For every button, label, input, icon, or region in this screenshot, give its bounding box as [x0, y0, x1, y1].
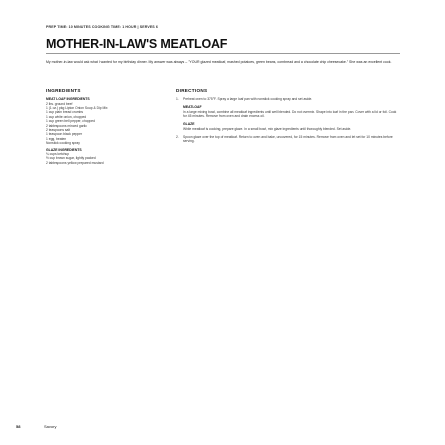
direction-step [176, 97, 400, 101]
directions-column [176, 88, 400, 147]
recipe-intro: My mother-in-law would ask what I wanted for my birthday dinner. My answer was always – "YOUR glazed meatloaf, mashed potatoes, green beans, cornbread and a chocolate chip cheesecake." She was an excellent cook. [46, 60, 392, 64]
ingredient-item: ¾ cups ketchup [46, 152, 70, 157]
step-text: Preheat oven to 375°F. Spray a large loaf pan with nonstick cooking spray and set aside. [183, 97, 313, 101]
ingredient-item: 2 lbs. ground beef [46, 101, 73, 106]
ingredient-item: 2 teaspoons salt [46, 127, 71, 132]
step-subhead: MEATLOAF [183, 104, 202, 109]
step-text: While meatloaf is cooking, prepare glaze. In a small bowl, mix glaze ingredients until thoroughly blended. Set aside. [183, 127, 352, 132]
ingredient-group-meatloaf [46, 97, 166, 146]
ingredient-item: 1 (1 oz.) pkg Lipton Onion Soup & Dip Mix [46, 105, 108, 110]
step-text: Spoon glaze over the top of meatloaf. Return to oven and bake, uncovered, for 15 minutes. Remove from oven and let set for 10 minutes before serving. [183, 134, 393, 144]
ingredient-group-label: MEAT LOAF INGREDIENTS [46, 97, 90, 101]
ingredient-item: 1 egg, beaten [46, 136, 67, 141]
step-number: 1. [176, 97, 179, 101]
ingredient-item: 1 cup white onion, chopped [46, 114, 87, 119]
ingredient-item: 2 tablespoons minced garlic [46, 123, 87, 128]
ingredient-item: 1 cup green bell pepper, chopped [46, 119, 95, 124]
recipe-title: MOTHER-IN-LAW'S MEATLOAF [46, 37, 228, 51]
step-number: 2. [176, 134, 179, 139]
ingredient-group-label: GLAZE INGREDIENTS [46, 147, 82, 152]
step-text: In a large mixing bowl, combine all meatloaf ingredients until well blended. Do not overmix. Shape into loaf in the pan. Cover with a lid or foil. Cook for 45 minutes. Remove from oven and drain excess oil. [183, 109, 397, 119]
ingredient-group-glaze [46, 148, 166, 166]
direction-step [176, 135, 400, 144]
recipe-meta: PREP TIME: 10 MINUTES COOKING TIME: 1 HOUR | SERVES 6 [46, 25, 159, 29]
section-name: Savory [44, 424, 57, 429]
directions-heading: DIRECTIONS [176, 88, 208, 93]
ingredient-item: Nonstick cooking spray [46, 141, 80, 146]
step-subhead: GLAZE [183, 122, 195, 127]
direction-step [176, 122, 400, 131]
ingredient-item: 2 tablespoons yellow prepared mustard [46, 160, 104, 165]
ingredient-item: 1 teaspoon black pepper [46, 132, 83, 137]
direction-step [176, 105, 400, 119]
ingredient-item: 1 cup plain bread crumbs [46, 110, 84, 115]
title-divider [46, 53, 400, 54]
page-number: 58 [16, 424, 21, 429]
ingredient-item: ½ cup brown sugar, lightly packed [46, 156, 96, 161]
ingredients-column [46, 88, 166, 165]
ingredients-heading: INGREDIENTS [46, 88, 81, 93]
